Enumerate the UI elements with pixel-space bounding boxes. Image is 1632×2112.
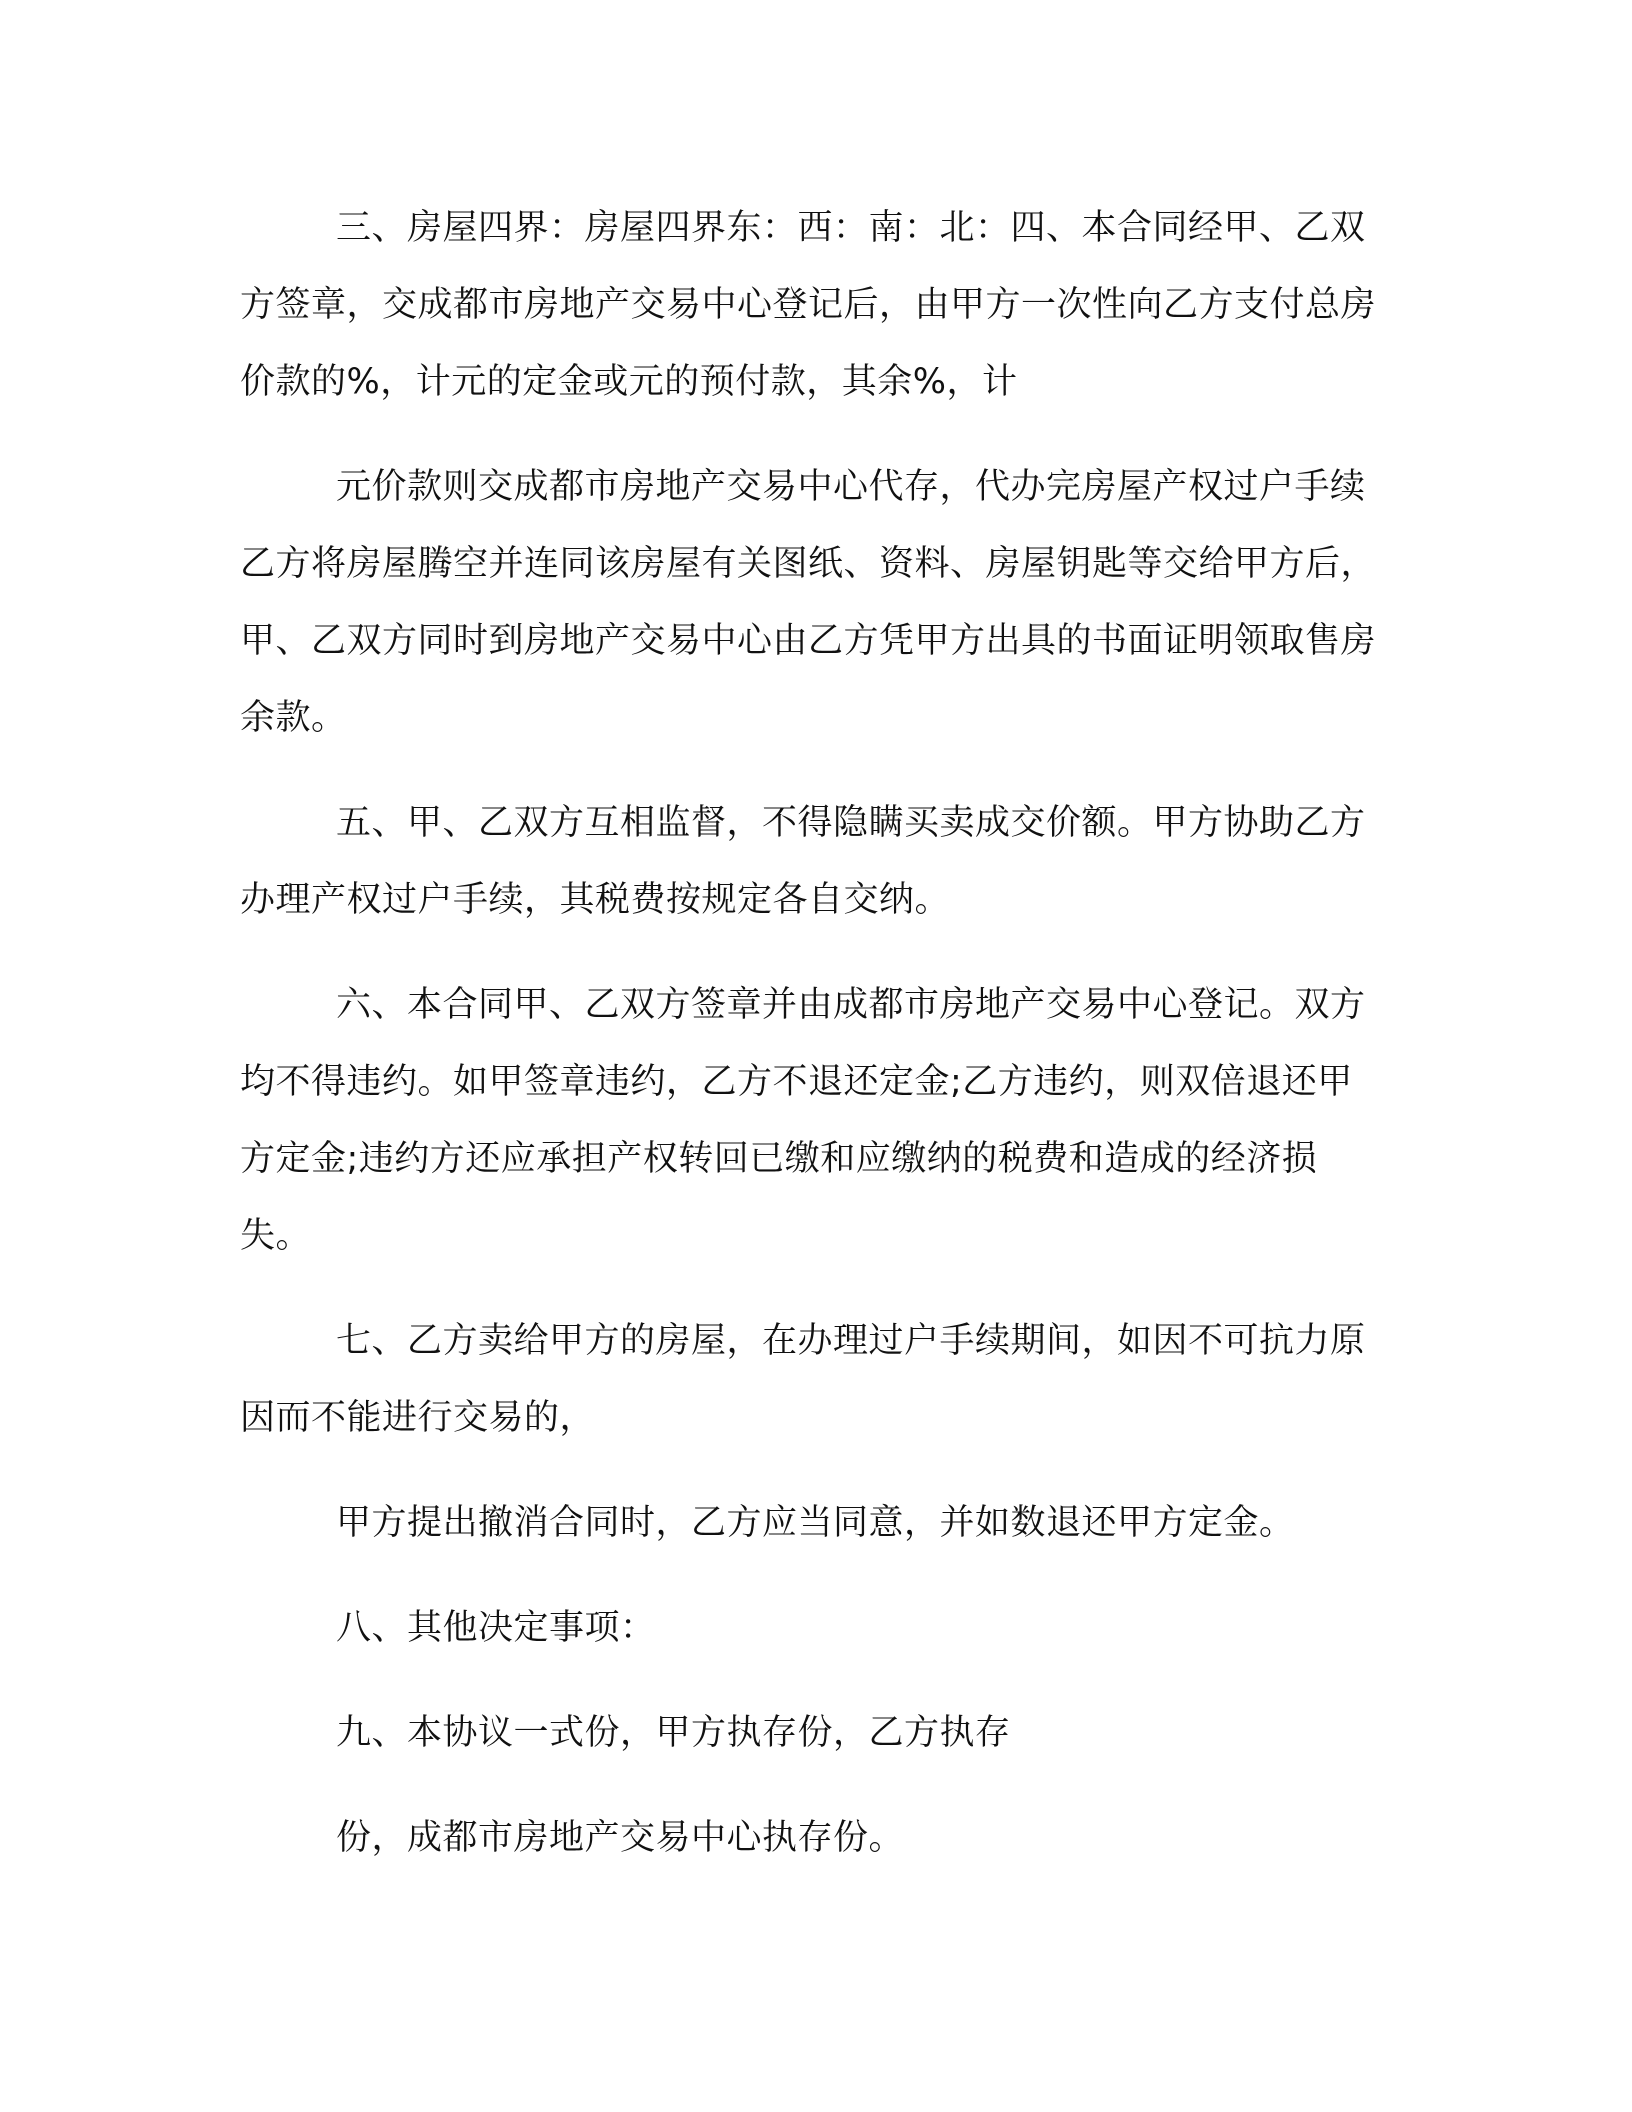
paragraph-clause-5: 五、甲、乙双方互相监督，不得隐瞒买卖成交价额。甲方协助乙方办理产权过户手续，其税费按规定各自交纳。 (240, 803, 1366, 920)
paragraph-clause-8: 八、其他决定事项： (336, 1608, 656, 1648)
paragraph-clause-6: 六、本合同甲、乙双方签章并由成都市房地产交易中心登记。双方均不得违约。如甲签章违约，乙方不退还定金;乙方违约，则双倍退还甲方定金;违约方还应承担产权转回已缴和应缴纳的税费和造成的经济损失。 (240, 985, 1366, 1256)
paragraph-clause-3-continued: 元价款则交成都市房地产交易中心代存，代办完房屋产权过户手续乙方将房屋腾空并连同该房屋有关图纸、资料、房屋钥匙等交给甲方后，甲、乙双方同时到房地产交易中心由乙方凭甲方出具的书面证明领取售房余款。 (240, 467, 1377, 738)
paragraph-clause-3: 三、房屋四界：房屋四界东：西：南：北：四、本合同经甲、乙双方签章，交成都市房地产交易中心登记后，由甲方一次性向乙方支付总房价款的%，计元的定金或元的预付款，其余%，计 (240, 208, 1377, 402)
paragraph-clause-7: 七、乙方卖给甲方的房屋，在办理过户手续期间，如因不可抗力原因而不能进行交易的， (240, 1321, 1366, 1438)
document-body (240, 190, 1380, 1877)
paragraph-clause-9: 九、本协议一式份，甲方执存份，乙方执存 (336, 1713, 1011, 1753)
paragraph-clause-9-continued: 份，成都市房地产交易中心执存份。 (336, 1818, 905, 1858)
paragraph-clause-7-continued: 甲方提出撤消合同时，乙方应当同意，并如数退还甲方定金。 (336, 1503, 1295, 1543)
